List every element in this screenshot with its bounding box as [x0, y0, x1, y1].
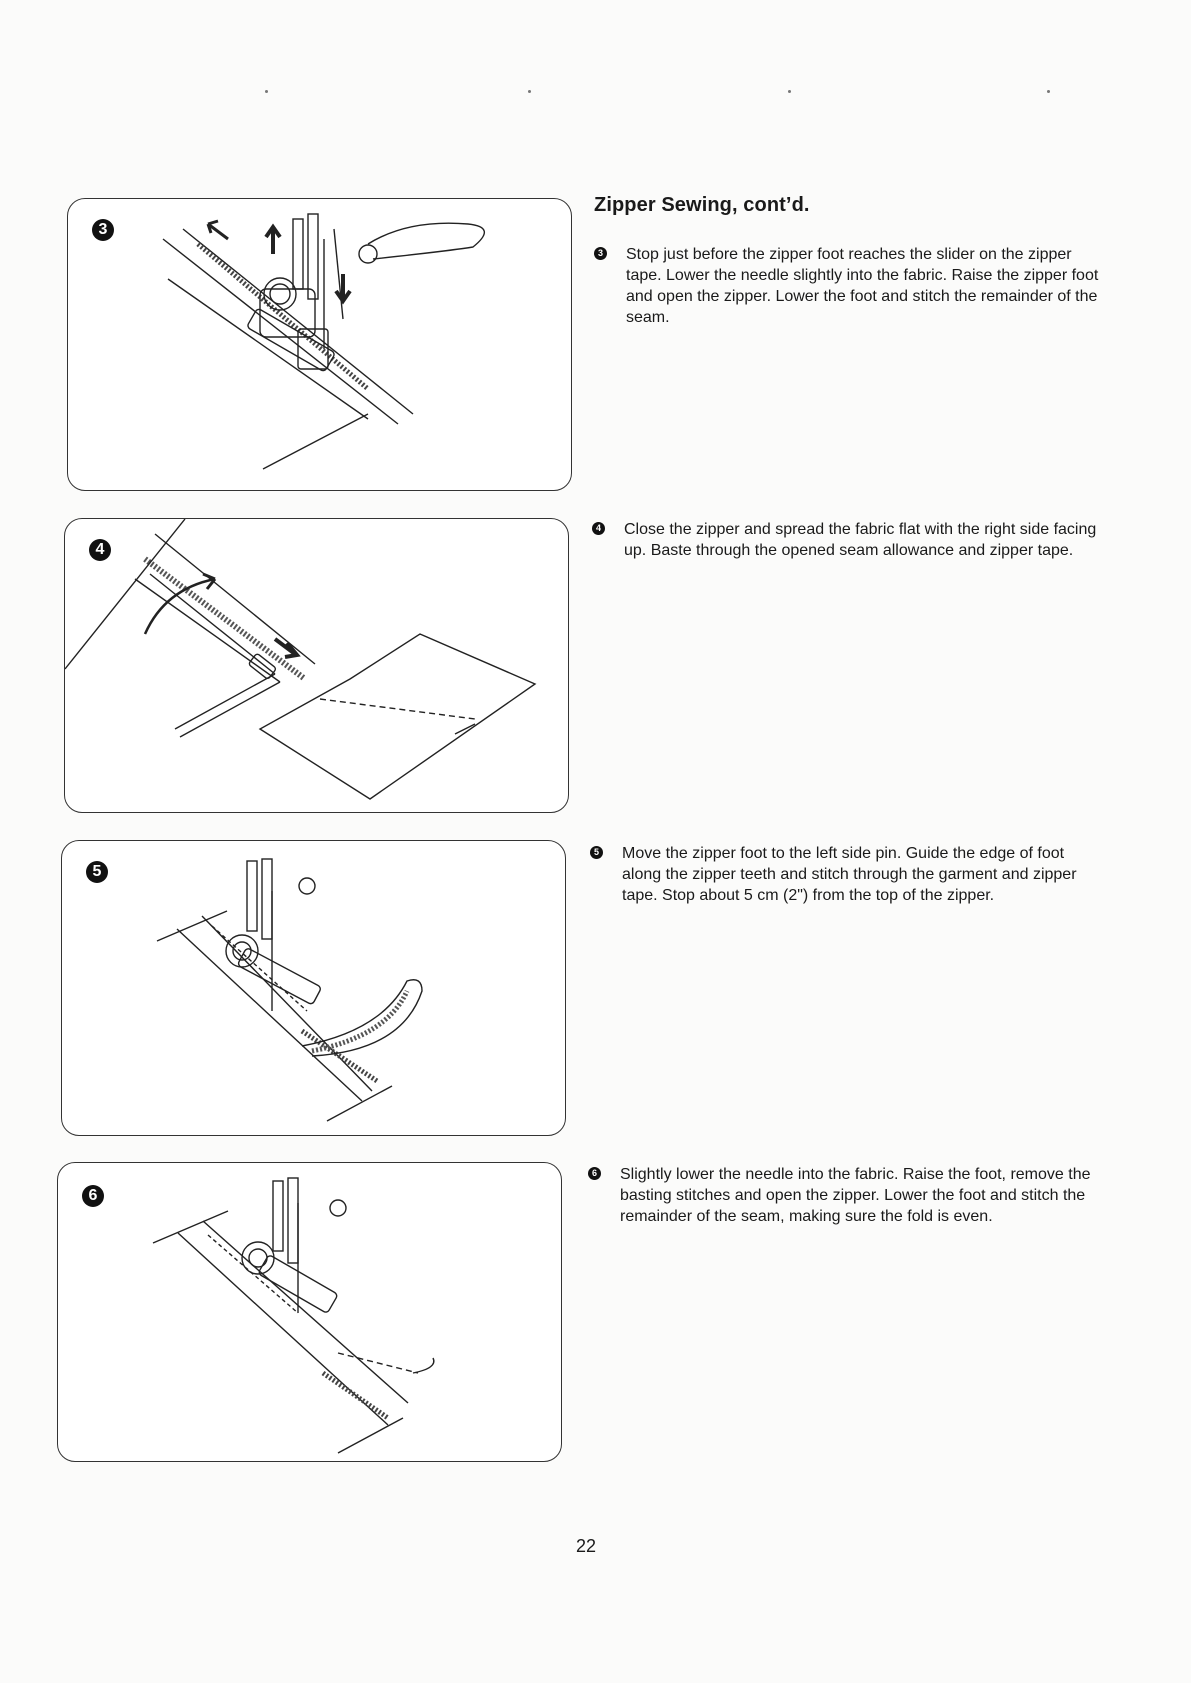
step-4-marker: 4: [592, 522, 605, 535]
finish-seam-illustration-6: [58, 1163, 562, 1462]
step-3-badge: 3: [92, 219, 114, 241]
step-3-marker: 3: [594, 247, 607, 260]
scan-mark: [265, 90, 268, 93]
scan-mark: [528, 90, 531, 93]
page-number: 22: [576, 1536, 597, 1556]
instruction-step-4: [592, 519, 1102, 561]
scan-mark: [1047, 90, 1050, 93]
zipper-foot-illustration-3: [68, 199, 572, 491]
step-6-marker: 6: [588, 1167, 601, 1180]
instruction-step-5: [590, 843, 1100, 906]
illustration-panel-step-4: [64, 518, 569, 813]
step-3-text: Stop just before the zipper foot reaches the slider on the zipper tape. Lower the needle slightly into the fabric. Raise the zipper foot and open the zipper. Lower the foot and stitch the remainder of the seam.: [626, 246, 1099, 326]
section-heading: Zipper Sewing, cont’d.: [594, 194, 810, 216]
illustration-panel-step-6: [57, 1162, 562, 1462]
scan-mark: [788, 90, 791, 93]
illustration-panel-step-5: [61, 840, 566, 1136]
step-6-badge: 6: [82, 1185, 104, 1207]
step-4-text: Close the zipper and spread the fabric flat with the right side facing up. Baste through the opened seam allowance and zipper tape.: [624, 521, 1097, 559]
zipper-close-illustration-4: [65, 519, 569, 813]
step-5-marker: 5: [590, 846, 603, 859]
instruction-step-6: [588, 1164, 1098, 1227]
step-5-text: Move the zipper foot to the left side pin. Guide the edge of foot along the zipper teeth and stitch through the garment and zipper tape. Stop about 5 cm (2") from the top of the zipper.: [622, 845, 1077, 904]
step-6-text: Slightly lower the needle into the fabric. Raise the foot, remove the basting stitches and open the zipper. Lower the foot and stitch the remainder of the seam, making sure the fold is even.: [620, 1166, 1091, 1225]
step-4-badge: 4: [89, 539, 111, 561]
stitching-illustration-5: [62, 841, 566, 1136]
step-5-badge: 5: [86, 861, 108, 883]
instruction-step-3: [594, 244, 1104, 328]
illustration-panel-step-3: [67, 198, 572, 491]
